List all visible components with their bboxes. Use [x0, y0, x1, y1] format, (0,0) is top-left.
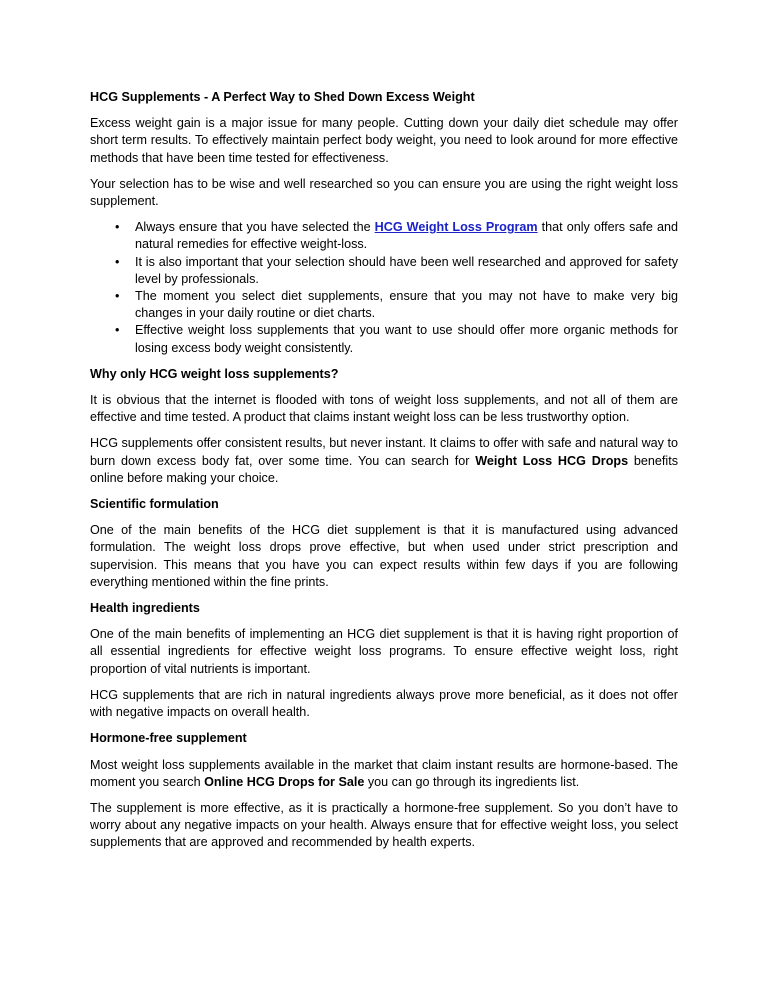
bullet-icon: •: [115, 289, 120, 304]
heading-why-hcg: Why only HCG weight loss supplements?: [90, 366, 339, 381]
bold-online-hcg-drops: Online HCG Drops for Sale: [204, 774, 365, 789]
paragraph-selection: Your selection has to be wise and well researched so you can ensure you are using the right weight loss supplement.: [90, 176, 678, 209]
document-body: [90, 89, 678, 861]
list-item-text: Effective weight loss supplements that you want to use should offer more organic methods for losing excess body weight consistently.: [135, 323, 678, 355]
bullet-list: [90, 219, 678, 357]
paragraph-hormone-based: Most weight loss supplements available in the market that claim instant results are hormone-based. The moment you search Online HCG Drops for Sale you can go through its ingredients list.: [90, 757, 678, 789]
paragraph-natural-ingredients: HCG supplements that are rich in natural ingredients always prove more beneficial, as it does not offer with negative impacts on overall health.: [90, 687, 678, 720]
heading-hormone-free: Hormone-free supplement: [90, 731, 247, 746]
paragraph-advanced-formulation: One of the main benefits of the HCG diet supplement is that it is manufactured using advanced formulation. The weight loss drops prove effective, but when used under strict prescription and supervision. This means that you have you can expect results within few days if you are following everything mentioned within the fine prints.: [90, 523, 678, 589]
list-item: [90, 219, 678, 253]
list-item: [90, 288, 678, 322]
bullet-icon: •: [115, 323, 120, 338]
paragraph-consistent-results: HCG supplements offer consistent results, but never instant. It claims to offer with safe and natural way to burn down excess body fat, over some time. You can search for Weight Loss HCG Drops benefits online before making your choice.: [90, 436, 679, 485]
list-item-text: that only offers safe and natural remedies for effective weight-loss.: [135, 220, 678, 252]
list-item: [90, 322, 678, 356]
paragraph-intro: Excess weight gain is a major issue for many people. Cutting down your daily diet schedule may offer short term results. To effectively maintain perfect body weight, you need to look around for more effective methods that have been time tested for effectiveness.: [90, 116, 678, 165]
list-item-text: Always ensure that you have selected the: [135, 220, 375, 235]
bullet-icon: •: [115, 220, 120, 235]
paragraph-internet-flooded: It is obvious that the internet is flooded with tons of weight loss supplements, and not all of them are effective and time tested. A product that claims instant weight loss can be less trustworthy option.: [90, 393, 678, 425]
hcg-weight-loss-program-link[interactable]: HCG Weight Loss Program: [374, 220, 538, 235]
bullet-icon: •: [115, 254, 120, 269]
list-item: [90, 254, 678, 288]
document-title: HCG Supplements - A Perfect Way to Shed Down Excess Weight: [90, 90, 475, 104]
heading-health-ingredients: Health ingredients: [90, 601, 200, 616]
bold-weight-loss-hcg-drops: Weight Loss HCG Drops: [475, 453, 629, 468]
list-item-text: The moment you select diet supplements, ensure that you may not have to make very big changes in your daily routine or diet charts.: [135, 289, 678, 321]
heading-scientific-formulation: Scientific formulation: [90, 497, 219, 512]
paragraph-right-proportion: One of the main benefits of implementing an HCG diet supplement is that it is having right proportion of all essential ingredients for effective weight loss programs. To ensure effective weight loss, right proportion of vital nutrients is important.: [90, 627, 678, 676]
list-item-text: It is also important that your selection should have been well researched and approved for safety level by professionals.: [135, 254, 678, 286]
paragraph-more-effective: The supplement is more effective, as it is practically a hormone-free supplement. So you don’t have to worry about any negative impacts on your health. Always ensure that for effective weight loss, you select supplements that are approved and recommended by health experts.: [90, 800, 678, 850]
